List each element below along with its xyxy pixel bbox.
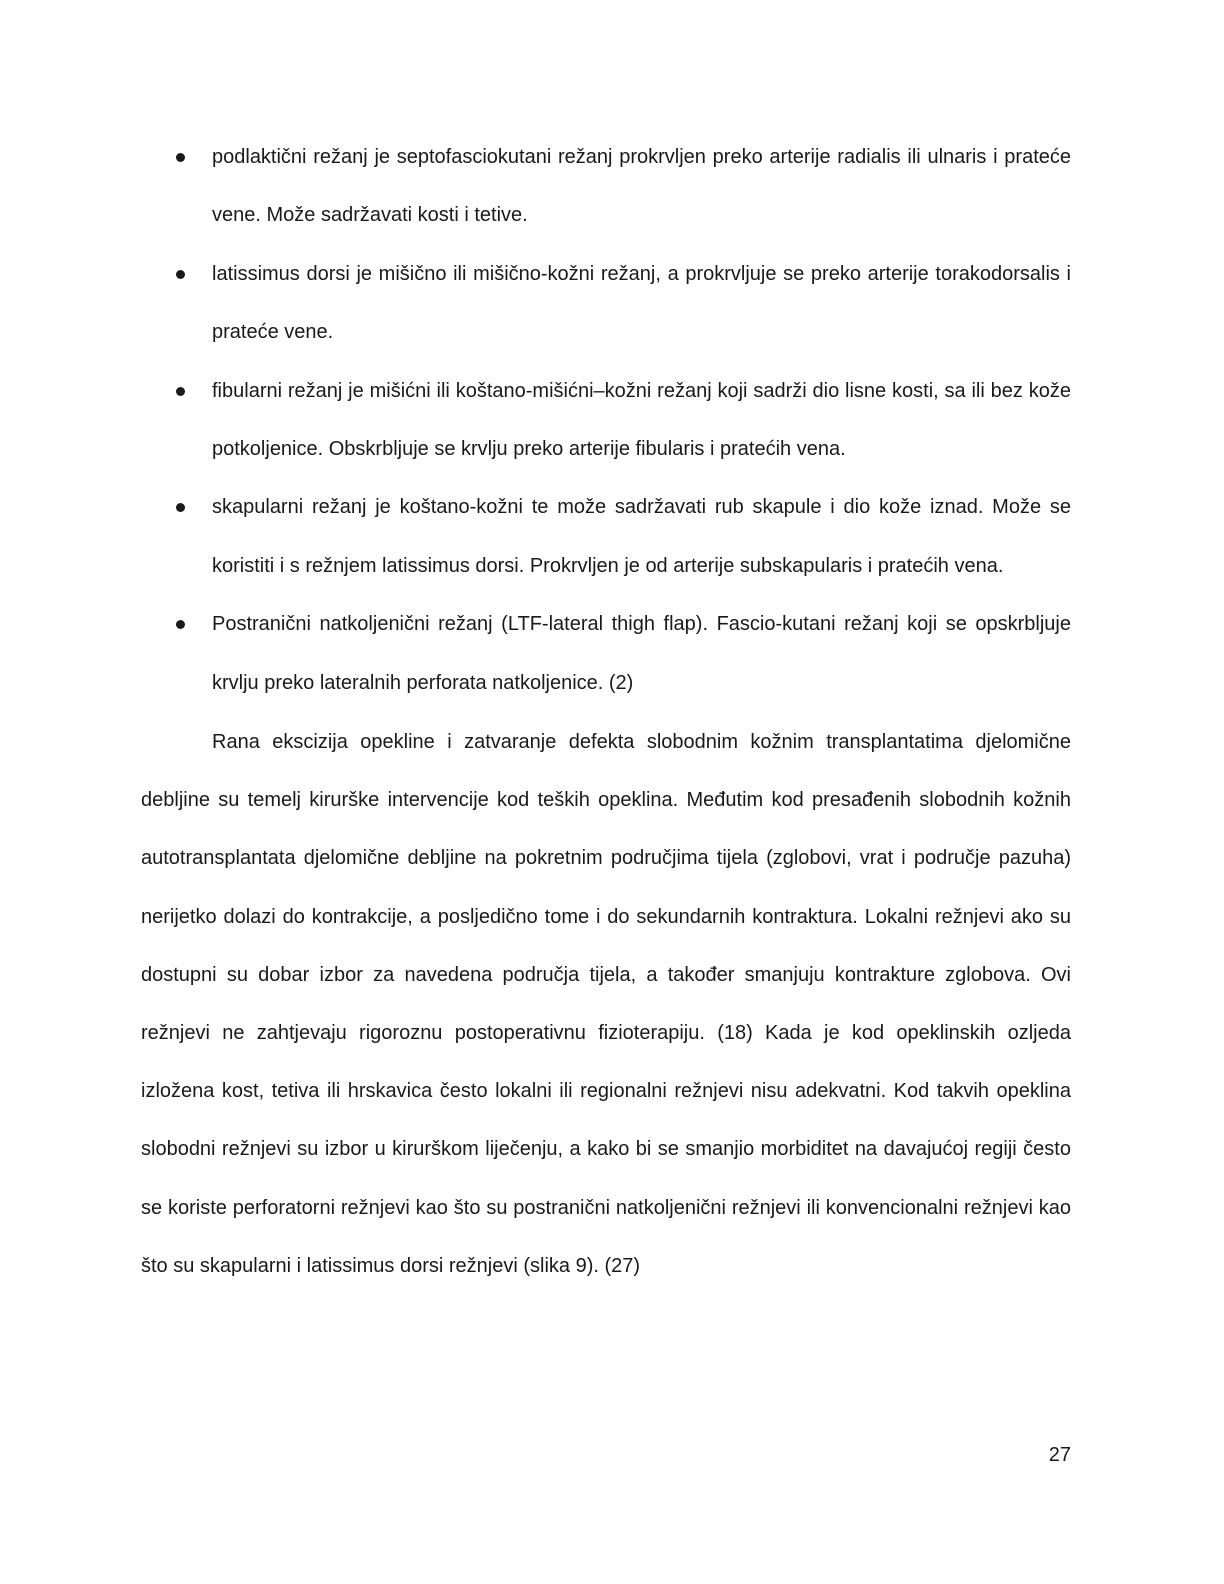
list-item <box>141 245 1071 362</box>
bullet-icon <box>176 620 185 629</box>
list-item-text: Postranični natkoljenični režanj (LTF-lateral thigh flap). Fascio-kutani režanj koji se opskrbljuje krvlju preko lateralnih perforata natkoljenice. (2) <box>212 613 1071 694</box>
list-item <box>141 362 1071 479</box>
bullet-icon <box>176 153 185 162</box>
bullet-icon <box>176 503 185 512</box>
bullet-icon <box>176 387 185 396</box>
bullet-icon <box>176 270 185 279</box>
page-number: 27 <box>1048 1444 1071 1466</box>
list-item-text: podlaktični režanj je septofasciokutani režanj prokrvljen preko arterije radialis ili ulnaris i prateće vene. Može sadržavati kosti i tetive. <box>212 146 1071 227</box>
list-item <box>141 595 1071 712</box>
list-item-text: latissimus dorsi je mišično ili mišično-kožni režanj, a prokrvljuje se preko arterije torakodorsalis i prateće vene. <box>212 262 1071 344</box>
flap-types-list <box>141 128 1071 712</box>
list-item <box>141 128 1071 245</box>
list-item <box>141 478 1071 595</box>
body-paragraph: Rana ekscizija opekline i zatvaranje defekta slobodnim kožnim transplantatima djelomične debljine su temelj kirurške intervencije kod teških opeklina. Međutim kod presađenih slobodnih kožnih autotransplantata djelomične debljine na pokretnim područjima tijela (zglobovi, vrat i područje pazuha) nerijetko dolazi do kontrakcije, a posljedično tome i do sekundarnih kontraktura. Lokalni režnjevi ako su dostupni su dobar izbor za navedena područja tijela, a također smanjuju kontrakture zglobova. Ovi režnjevi ne zahtjevaju rigoroznu postoperativnu fizioterapiju. (18) Kada je kod opeklinskih ozljeda izložena kost, tetiva ili hrskavica često lokalni ili regionalni režnjevi nisu adekvatni. Kod takvih opeklina slobodni režnjevi su izbor u kirurškom liječenju, a kako bi se smanjio morbiditet na davajućoj regiji često se koriste perforatorni režnjevi kao što su postranični natkoljenični režnjevi ili konvencionalni režnjevi kao što su skapularni i latissimus dorsi režnjevi (slika 9). (27) <box>141 731 1071 1277</box>
list-item-text: skapularni režanj je koštano-kožni te može sadržavati rub skapule i dio kože iznad. Može se koristiti i s režnjem latissimus dorsi. Prokrvljen je od arterije subskapularis i pratećih vena. <box>212 496 1071 577</box>
page-content <box>141 128 1071 1295</box>
list-item-text: fibularni režanj je mišićni ili koštano-mišićni–kožni režanj koji sadrži dio lisne kosti, sa ili bez kože potkoljenice. Obskrbljuje se krvlju preko arterije fibularis i pratećih vena. <box>212 379 1071 461</box>
